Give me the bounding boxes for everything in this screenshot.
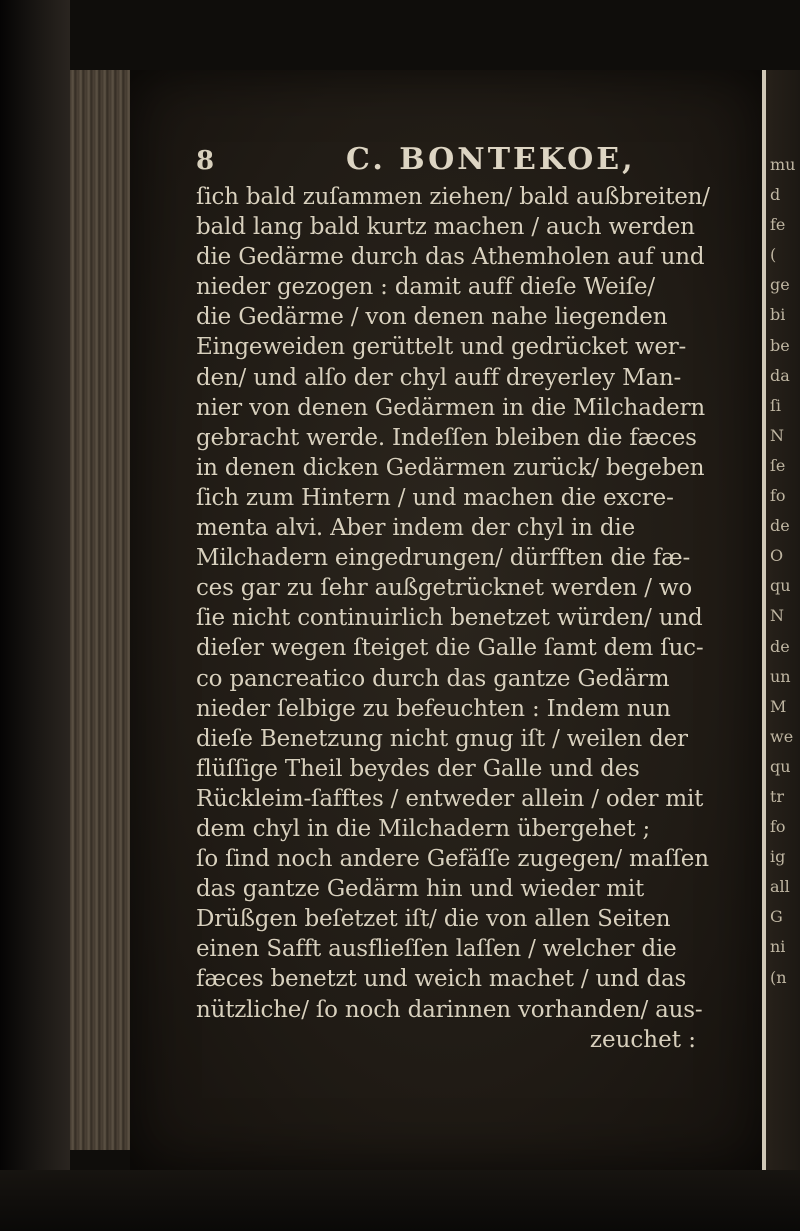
adjacent-fragment: ſi — [770, 395, 782, 415]
adjacent-fragment: d — [770, 185, 781, 205]
adjacent-fragment: bi — [770, 305, 786, 325]
text-line: die Gedärme durch das Athemholen auf und — [196, 244, 705, 271]
adjacent-fragment: (n — [770, 967, 787, 987]
text-line: dieſer wegen ſteiget die Galle ſamt dem ſuc- — [196, 635, 704, 662]
text-line: Drüßgen beſetzet iſt/ die von allen Seiten — [196, 906, 671, 933]
page-edges-stack — [70, 70, 130, 1150]
catchword: zeuchet : — [589, 1026, 696, 1053]
text-line: den/ und alſo der chyl auff dreyerley Man- — [196, 364, 682, 391]
text-line: ſich zum Hintern / und machen die excre- — [196, 484, 674, 511]
text-line: in denen dicken Gedärmen zurück/ begeben — [196, 454, 705, 481]
text-line: Eingeweiden gerüttelt und gedrücket wer- — [196, 334, 687, 361]
text-line: ces gar zu ſehr außgetrücknet werden / wo — [196, 575, 693, 602]
adjacent-fragment: da — [770, 365, 790, 385]
text-line: flüſſige Theil beydes der Galle und des — [196, 755, 640, 782]
adjacent-page-text-fragments — [770, 150, 800, 993]
adjacent-fragment: all — [770, 877, 790, 897]
adjacent-fragment: N — [770, 425, 784, 445]
text-line: ſo ſind noch andere Gefäſſe zugegen/ maſſen — [196, 846, 709, 873]
adjacent-fragment: ( — [770, 245, 777, 265]
text-line: dem chyl in die Milchadern übergehet ; — [196, 815, 651, 842]
text-line: fæces benetzt und weich machet / und das — [196, 966, 687, 993]
text-line: Rückleim-ſafftes / entweder allein / oder mit — [196, 785, 704, 812]
text-line: das gantze Gedärm hin und wieder mit — [196, 876, 645, 903]
bottom-shadow — [0, 1170, 800, 1231]
text-line: menta alvi. Aber indem der chyl in die — [196, 515, 635, 542]
page-number: 8 — [196, 146, 215, 176]
text-line: nützliche/ ſo noch darinnen vorhanden/ aus- — [196, 996, 703, 1023]
adjacent-fragment: ſe — [770, 455, 786, 475]
adjacent-fragment: ge — [770, 275, 790, 295]
adjacent-fragment: qu — [770, 576, 791, 596]
adjacent-fragment: un — [770, 666, 791, 686]
text-line: nier von denen Gedärmen in die Milchadern — [196, 394, 705, 421]
dark-left-margin — [0, 0, 70, 1231]
text-line: dieſe Benetzung nicht gnug iſt / weilen der — [196, 725, 688, 752]
page-text-block — [196, 142, 756, 1055]
page-header — [196, 142, 756, 178]
text-line: einen Safft ausflieſſen laſſen / welcher die — [196, 936, 677, 963]
text-line: nieder ſelbige zu befeuchten : Indem nun — [196, 695, 671, 722]
adjacent-fragment: ni — [770, 937, 786, 957]
adjacent-fragment: qu — [770, 756, 791, 776]
adjacent-fragment: N — [770, 606, 784, 626]
text-line: Milchadern eingedrungen/ dürfften die fæ- — [196, 545, 691, 572]
text-line: co pancreatico durch das gantze Gedärm — [196, 665, 670, 692]
body-text — [196, 182, 756, 1025]
adjacent-fragment: G — [770, 907, 783, 927]
adjacent-fragment: ig — [770, 847, 786, 867]
adjacent-fragment: fo — [770, 817, 786, 837]
adjacent-fragment: tr — [770, 786, 785, 806]
adjacent-fragment: de — [770, 636, 790, 656]
running-head: C. BONTEKOE, — [346, 142, 636, 177]
text-line: ſie nicht continuirlich benetzet würden/ und — [196, 605, 703, 632]
adjacent-fragment: fe — [770, 215, 786, 235]
adjacent-fragment: O — [770, 546, 784, 566]
text-line: gebracht werde. Indeſſen bleiben die fæces — [196, 424, 697, 451]
adjacent-fragment: M — [770, 696, 787, 716]
text-line: ſich bald zuſammen ziehen/ bald außbreiten/ — [196, 184, 710, 210]
adjacent-fragment: de — [770, 516, 790, 536]
text-line: nieder gezogen : damit auff dieſe Weiſe/ — [196, 274, 655, 301]
text-line: bald lang bald kurtz machen / auch werden — [196, 214, 695, 241]
adjacent-fragment: be — [770, 335, 790, 355]
text-line: die Gedärme / von denen nahe liegenden — [196, 304, 668, 331]
adjacent-fragment: we — [770, 726, 794, 746]
adjacent-fragment: mu — [770, 155, 796, 174]
adjacent-fragment: fo — [770, 486, 786, 506]
